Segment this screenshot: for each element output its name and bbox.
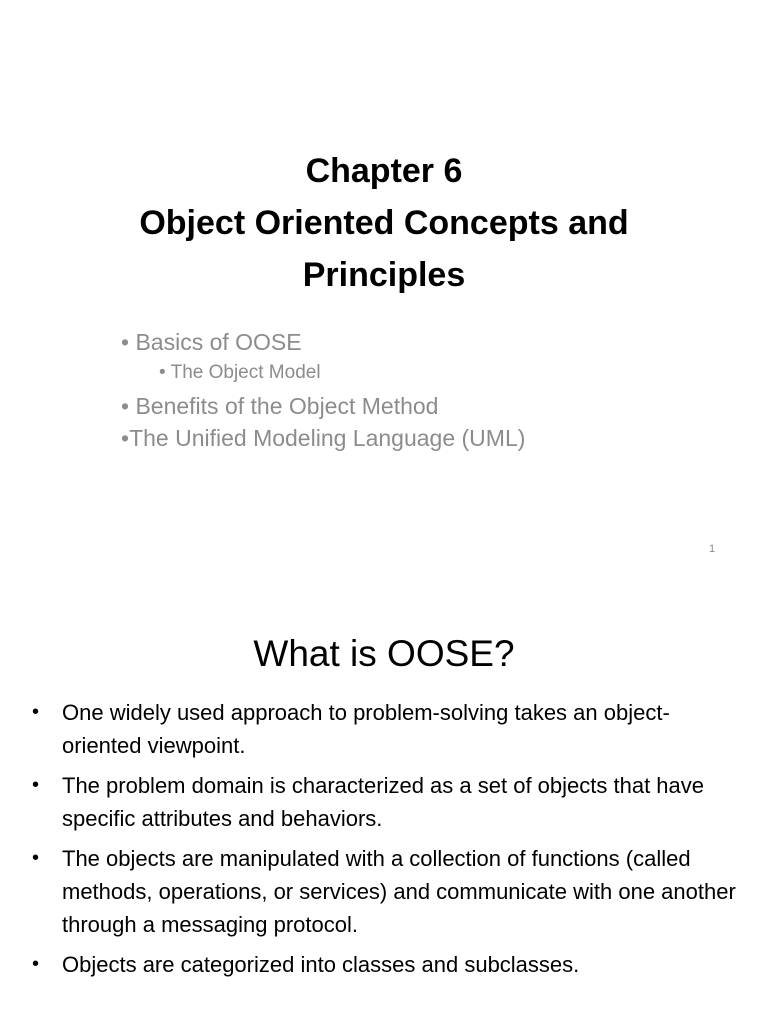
slide-2 (0, 587, 768, 1024)
bullet-glyph: • (32, 953, 40, 975)
list-item (28, 842, 740, 941)
title-line-principles: Principles (302, 256, 466, 294)
page-number: 1 (709, 543, 716, 555)
bullet-glyph: • (32, 847, 40, 869)
list-item (28, 696, 740, 762)
list-item-text: One widely used approach to problem-solving takes an object-oriented viewpoint. (62, 700, 670, 758)
slide-2-title: What is OOSE? (253, 633, 515, 674)
agenda-item-label: The Unified Modeling Language (UML) (129, 425, 526, 451)
list-item (28, 948, 740, 981)
agenda-list (121, 326, 741, 454)
agenda-item-label: Basics of OOSE (129, 329, 302, 355)
bullet-glyph: • (121, 329, 130, 355)
agenda-item-uml (121, 422, 741, 454)
agenda-item-benefits (121, 390, 741, 422)
title-line-main: Object Oriented Concepts and (139, 204, 629, 242)
agenda-item-basics (121, 326, 741, 358)
list-item (28, 769, 740, 835)
bullet-glyph: • (32, 774, 40, 796)
agenda-item-label: The Object Model (165, 362, 321, 383)
list-item-text: The problem domain is characterized as a set of objects that have specific attributes and behaviors. (62, 773, 705, 831)
list-item-text: Objects are categorized into classes and subclasses. (62, 952, 580, 977)
content-bullet-list (28, 696, 740, 988)
agenda-item-object-model (121, 358, 741, 388)
bullet-glyph: • (121, 393, 130, 419)
bullet-glyph: • (32, 701, 40, 723)
title-line-chapter: Chapter 6 (305, 152, 463, 190)
agenda-item-label: Benefits of the Object Method (129, 393, 439, 419)
list-item-text: The objects are manipulated with a collection of functions (called methods, operations, or services) and communicate with one another through a messaging protocol. (62, 846, 736, 937)
bullet-glyph: • (159, 362, 166, 383)
bullet-glyph: • (121, 425, 130, 451)
slide-1-title (0, 145, 768, 301)
